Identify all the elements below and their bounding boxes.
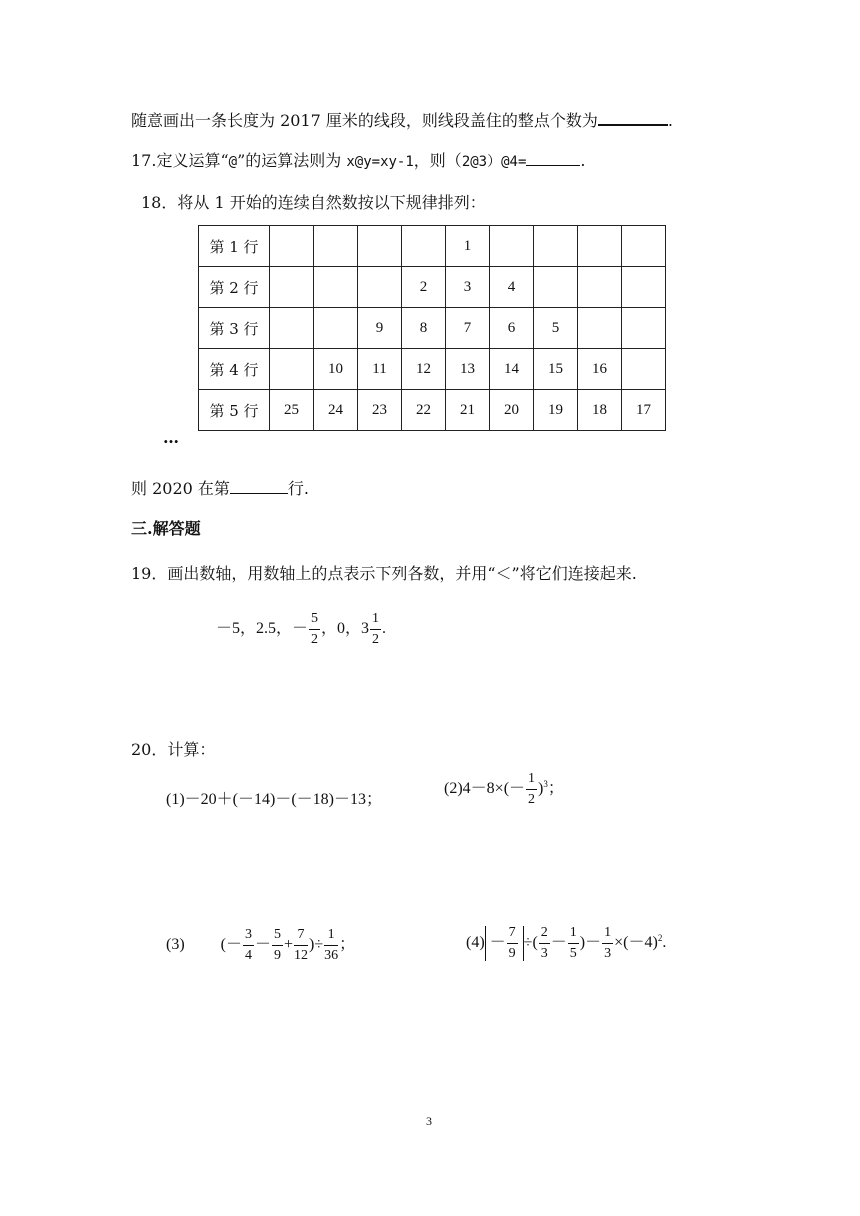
table-cell [358,267,402,308]
frac-num: 7 [294,928,308,946]
frac-den: 3 [540,946,548,961]
frac-den: 2 [372,632,380,647]
frac-den: 9 [508,946,516,961]
p4-close: )－ [579,934,602,952]
table-cell: 6 [490,308,534,349]
table-cell [402,226,446,267]
q17-line [131,148,586,171]
table-cell: 12 [402,349,446,390]
q18-question [131,476,309,499]
table-cell [622,349,666,390]
q17-prefix: 17.定义运算“ [131,151,229,170]
p3-frac4 [324,928,338,963]
q16-tail-text: 随意画出一条长度为 2017 厘米的线段，则线段盖住的整点个数为 [131,111,598,130]
number-arrangement-table [198,225,666,431]
p3-close: )÷ [309,936,324,954]
table-cell [270,349,314,390]
table-cell [270,226,314,267]
table-cell: 15 [534,349,578,390]
table-cell [270,267,314,308]
p4-absolute-value [485,926,524,961]
p4-label: (4) [466,934,485,952]
q20-part1: (1)－20＋(－14)－(－18)－13； [166,791,382,808]
table-cell [622,308,666,349]
p4-abs-sign: － [489,934,506,952]
p3-frac3 [294,928,308,963]
frac-den: 12 [294,948,309,963]
table-cell [578,267,622,308]
table-cell [358,226,402,267]
table-cell: 13 [446,349,490,390]
p3-label: (3) [166,936,185,954]
table-row [199,226,666,267]
table-cell: 25 [270,390,314,431]
q18-answer-blank[interactable] [230,479,288,494]
q16-tail-line [131,108,673,131]
q16-answer-blank[interactable] [598,110,668,126]
table-cell: 3 [446,267,490,308]
q20-part3 [166,928,355,963]
q16-tail-end: . [667,111,673,130]
p2-close: ) [538,780,544,798]
table-row [199,267,666,308]
q17-operator: @ [228,154,238,170]
q19-prompt: 19．画出数轴，用数轴上的点表示下列各数，并用“＜”将它们连接起来. [131,564,637,583]
frac-num: 1 [568,926,579,944]
p2-end: ； [547,780,564,798]
q20-prompt: 20．计算： [131,740,216,759]
q17-rule: x@y=xy-1 [346,154,414,170]
frac-num: 7 [507,926,518,944]
p4-abs-frac [507,926,518,961]
table-cell: 16 [578,349,622,390]
table-cell: 10 [314,349,358,390]
frac-num: 5 [272,928,283,946]
frac-den: 2 [311,632,319,647]
page-number: 3 [426,1114,432,1128]
table-cell: 22 [402,390,446,431]
table-cell: 1 [446,226,490,267]
table-cell: 14 [490,349,534,390]
q17-end: . [580,151,586,170]
q17-then: ，则（ [413,151,462,170]
frac-den: 9 [274,948,282,963]
p2-exponent: 3 [543,778,548,789]
table-cell [314,226,358,267]
table-cell: 20 [490,390,534,431]
p3-end: ； [339,936,356,954]
q19-mixed-fraction [370,612,381,647]
row-label: 第 2 行 [199,267,270,308]
frac-den: 2 [528,792,536,807]
frac-num: 1 [526,772,537,790]
section-title: 三.解答题 [131,519,201,538]
q20-part2 [444,772,564,807]
table-ellipsis: … [163,428,179,447]
q17-mid: ”的运算法则为 [237,151,347,170]
p2-label: (2)4－8× [444,780,504,798]
p3-frac2 [272,928,283,963]
table-cell: 23 [358,390,402,431]
table-row [199,390,666,431]
p4-exponent: 2 [657,932,663,943]
frac-num: 1 [602,926,613,944]
p3-op2: + [284,936,294,954]
q18-prompt: 18．将从 1 开始的连续自然数按以下规律排列： [141,193,486,212]
table-cell [578,226,622,267]
q19-numbers-a: －5，2.5，－ [216,620,309,638]
table-cell [490,226,534,267]
p4-frac1 [539,926,550,961]
table-cell: 17 [622,390,666,431]
p4-div: ÷( [523,934,538,952]
q17-expr: 2@3 [461,154,488,170]
row-label: 第 1 行 [199,226,270,267]
q17-close: ）@4= [487,154,527,170]
frac-den: 3 [604,946,612,961]
p3-frac1 [243,928,254,963]
frac-num: 1 [370,612,381,630]
q20-part4 [466,926,666,961]
table-row [199,308,666,349]
p2-fraction [526,772,537,807]
table-cell: 2 [402,267,446,308]
p4-end: . [662,934,667,952]
table-cell [578,308,622,349]
table-cell: 4 [490,267,534,308]
p4-frac2 [568,926,579,961]
table-cell [314,308,358,349]
frac-num: 5 [309,612,320,630]
p2-open: (－ [503,780,526,798]
q19-numbers-b: ，0，3 [321,620,370,638]
p4-op: － [550,934,567,952]
p4-tail: ×(－4) [614,934,658,952]
frac-den: 5 [569,946,577,961]
frac-den: 4 [245,948,252,963]
frac-den: 36 [324,948,339,963]
p3-op1: － [255,936,272,954]
q18-question-prefix: 则 2020 在第 [131,479,230,498]
table-cell: 21 [446,390,490,431]
table-cell [270,308,314,349]
table-cell [622,267,666,308]
table-cell [622,226,666,267]
q17-answer-blank[interactable] [526,151,580,166]
q19-numbers [216,612,386,647]
table-cell: 24 [314,390,358,431]
row-label: 第 5 行 [199,390,270,431]
table-cell [314,267,358,308]
table-cell: 18 [578,390,622,431]
table-cell: 9 [358,308,402,349]
q18-question-suffix: 行. [287,479,309,498]
table-cell: 8 [402,308,446,349]
q19-fraction [309,612,320,647]
table-cell: 7 [446,308,490,349]
frac-num: 2 [539,926,550,944]
table-cell: 5 [534,308,578,349]
table-cell [534,267,578,308]
table-row [199,349,666,390]
frac-num: 1 [324,928,338,946]
row-label: 第 3 行 [199,308,270,349]
frac-num: 3 [243,928,254,946]
table-cell: 11 [358,349,402,390]
p4-frac3 [602,926,613,961]
p3-open: (－ [220,936,242,954]
table-cell: 19 [534,390,578,431]
table-cell [534,226,578,267]
row-label: 第 4 行 [199,349,270,390]
q19-end: . [382,620,387,638]
